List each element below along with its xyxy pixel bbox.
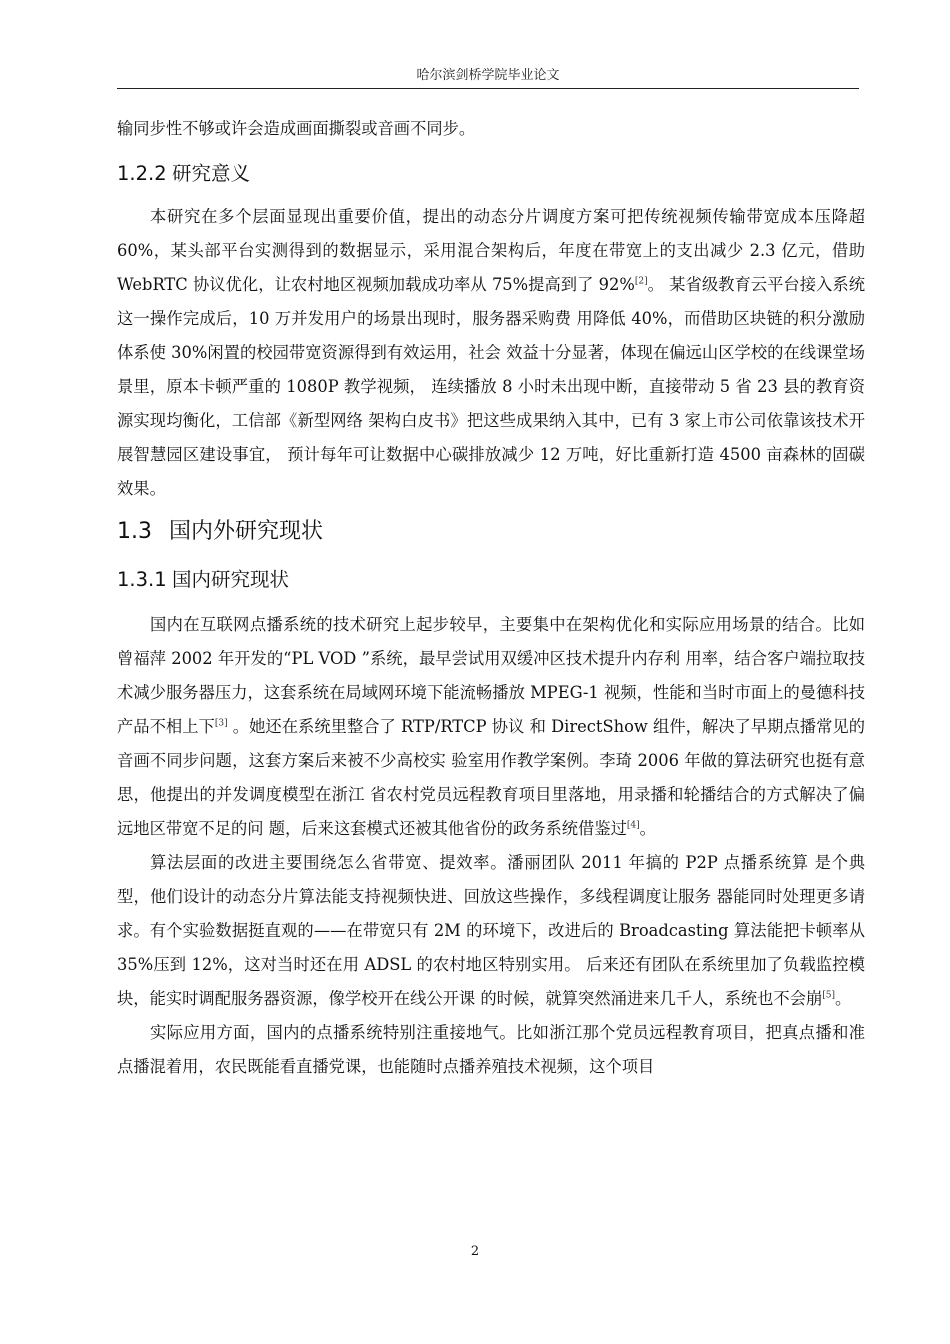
- paragraph-significance: [117, 200, 865, 506]
- heading-title: 国内研究现状: [172, 568, 290, 591]
- heading-1-3-1: [117, 558, 865, 602]
- citation-ref: [3]: [214, 718, 228, 729]
- page-number: 2: [470, 1244, 480, 1259]
- paragraph-text: 实际应用方面，国内的点播系统特别注重接地气。比如浙江那个党员远程教育项目，把真点播和准点播混着用，农民既能看直播党课，也能随时点播养殖技术视频，这个项目: [117, 1023, 865, 1076]
- paragraph-domestic-1: [117, 608, 865, 846]
- page-body: [117, 112, 865, 1084]
- heading-number: 1.3: [117, 519, 152, 544]
- heading-title: 国内外研究现状: [169, 519, 324, 544]
- paragraph-text: 本研究在多个层面显现出重要价值，提出的动态分片调度方案可把传统视频传输带宽成本压降超60%，某头部平台实测得到的数据显示，采用混合架构后，年度在带宽上的支出减少 2.3 亿元，借助 WebRTC 协议优化，让农村地区视频加载成功率从 75%提高到了 92%: [117, 207, 865, 294]
- heading-number: 1.3.1: [117, 568, 167, 591]
- paragraph-continued: [117, 112, 865, 146]
- heading-1-3: [117, 508, 865, 556]
- paragraph-domestic-2: [117, 846, 865, 1016]
- paragraph-text: 输同步性不够或许会造成画面撕裂或音画不同步。: [117, 119, 476, 138]
- header-rule: [117, 88, 859, 89]
- paragraph-text: 。: [835, 989, 852, 1008]
- citation-ref: [5]: [822, 990, 836, 1001]
- paragraph-text: 。: [639, 819, 656, 838]
- paragraph-text: 国内在互联网点播系统的技术研究上起步较早，主要集中在架构优化和实际应用场景的结合。比如曾福萍 2002 年开发的“PL VOD ”系统，最早尝试用双缓冲区技术提升内存利 用率，结合客户端拉取技术减少服务器压力，这套系统在局域网环境下能流畅播放 MPEG-1 视频，性能和当时市面上的曼德科技产品不相上下: [117, 615, 865, 736]
- heading-1-2-2: [117, 152, 865, 196]
- paragraph-domestic-3: [117, 1016, 865, 1084]
- paragraph-text: 算法层面的改进主要围绕怎么省带宽、提效率。潘丽团队 2011 年搞的 P2P 点播系统算 是个典型，他们设计的动态分片算法能支持视频快进、回放这些操作，多线程调度让服务 器能同时处理更多请求。有个实验数据挺直观的——在带宽只有 2M 的环境下，改进后的 Broadcasting 算法能把卡顿率从 35%压到 12%，这对当时还在用 ADSL 的农村地区特别实用。 后来还有团队在系统里加了负载监控模块，能实时调配服务器资源，像学校开在线公开课 的时候，就算突然涌进来几千人，系统也不会崩: [117, 853, 865, 1008]
- heading-number: 1.2.2: [117, 162, 167, 185]
- citation-ref: [2]: [634, 276, 648, 287]
- citation-ref: [4]: [626, 820, 640, 831]
- heading-title: 研究意义: [172, 162, 251, 185]
- paragraph-text: 。她还在系统里整合了 RTP/RTCP 协议 和 DirectShow 组件，解决了早期点播常见的音画不同步问题，这套方案后来被不少高校实 验室用作教学案例。李琦 2006 年做的算法研究也挺有意思，他提出的并发调度模型在浙江 省农村党员远程教育项目里落地，用录播和轮播结合的方式解决了偏远地区带宽不足的问 题，后来这套模式还被其他省份的政务系统借鉴过: [117, 717, 865, 838]
- running-header: 哈尔滨剑桥学院毕业论文: [416, 68, 560, 83]
- paragraph-text: 。 某省级教育云平台接入系统这一操作完成后，10 万并发用户的场景出现时，服务器采购费 用降低 40%，而借助区块链的积分激励体系使 30%闲置的校园带宽资源得到有效运用，社会 效益十分显著，体现在偏远山区学校的在线课堂场景里，原本卡顿严重的 1080P 教学视频， 连续播放 8 小时未出现中断，直接带动 5 省 23 县的教育资源实现均衡化，工信部《新型网络 架构白皮书》把这些成果纳入其中，已有 3 家上市公司依靠该技术开展智慧园区建设事宜， 预计每年可让数据中心碳排放减少 12 万吨，好比重新打造 4500 亩森林的固碳效果。: [117, 275, 865, 498]
